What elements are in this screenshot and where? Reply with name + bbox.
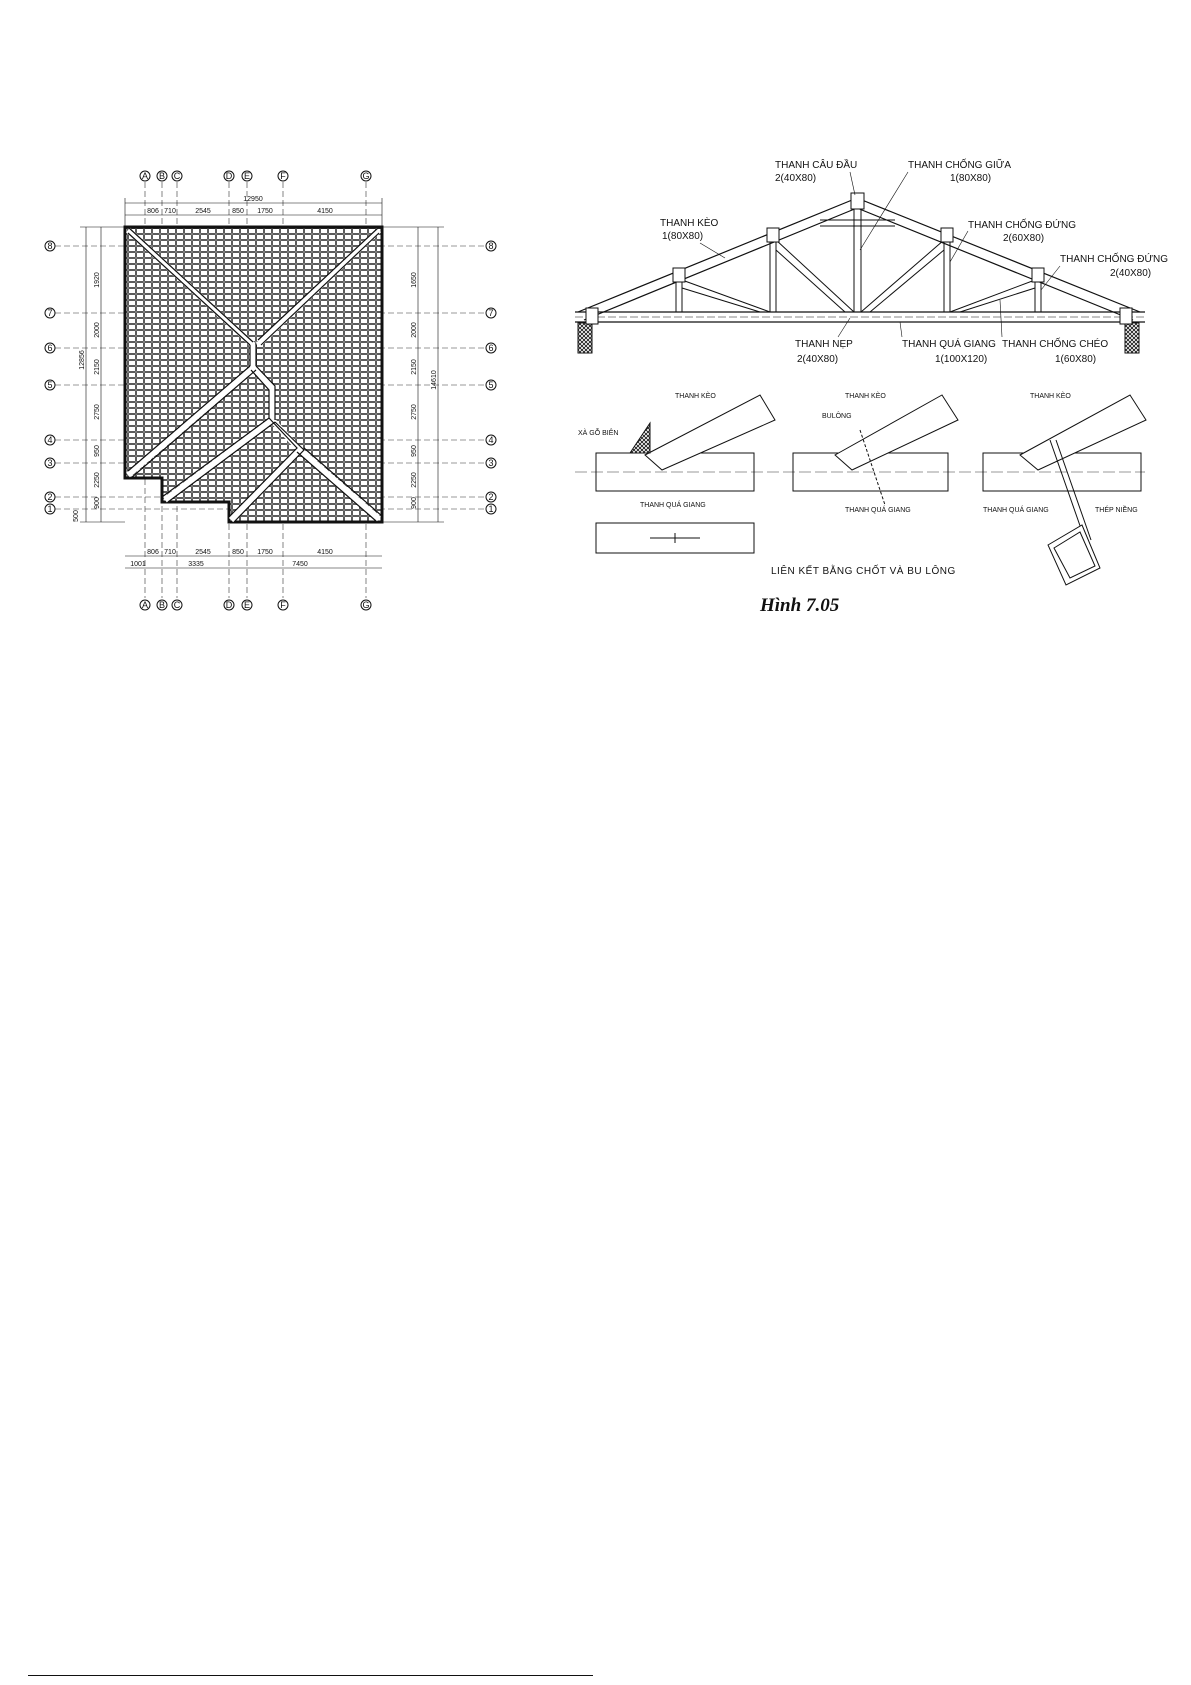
grid-g-bottom: G — [362, 600, 370, 610]
label-diagonal-strut-size: 1(60X80) — [1055, 354, 1097, 365]
detail-3-rafter-label: THANH KÈO — [1030, 393, 1071, 400]
grid-g-top: G — [362, 171, 370, 181]
grid-7-right: 7 — [488, 308, 494, 318]
detail-1 — [596, 395, 775, 553]
top-dim-4: 850 — [232, 208, 244, 215]
detail-3-tie-beam-label: THANH QUÁ GIANG — [983, 507, 1049, 514]
grid-f-bottom: F — [280, 600, 286, 610]
diagonals — [682, 240, 1035, 312]
right-grid-bubbles — [486, 241, 496, 514]
grid-4-right: 4 — [488, 435, 494, 445]
detail-1-tie-beam-label: THANH QUÁ GIANG — [640, 502, 706, 509]
label-rafter-size: 1(80X80) — [662, 231, 704, 242]
label-brace: THANH NẸP — [795, 339, 853, 350]
bottom-dim-2: 710 — [164, 549, 176, 556]
left-total-dim: 12856 — [79, 350, 86, 370]
label-vertical-strut-1: THANH CHỐNG ĐỨNG — [968, 220, 1076, 231]
detail-2 — [793, 395, 958, 505]
bottom-dim-6: 4150 — [317, 549, 333, 556]
top-dim-2: 710 — [164, 208, 176, 215]
roof-outline — [125, 227, 382, 522]
bottom-seg-1: 1001 — [130, 561, 146, 568]
top-dim-1: 806 — [147, 208, 159, 215]
bottom-grid-bubbles — [140, 600, 371, 610]
grid-5-left: 5 — [47, 380, 53, 390]
detail-3 — [983, 395, 1146, 585]
right-support — [1125, 323, 1139, 353]
detail-caption: LIÊN KẾT BẰNG CHỐT VÀ BU LÔNG — [771, 566, 956, 577]
label-diagonal-strut: THANH CHỐNG CHÉO — [1002, 339, 1109, 350]
bottom-dim-5: 1750 — [257, 549, 273, 556]
label-vertical-strut-2-size: 2(40X80) — [1110, 268, 1152, 279]
grid-3-left: 3 — [47, 458, 53, 468]
bottom-seg-2: 3335 — [188, 561, 204, 568]
bottom-dim-4: 850 — [232, 549, 244, 556]
left-dim-7: 900 — [94, 497, 101, 509]
grid-b-top: B — [158, 171, 166, 181]
top-dim-3: 2545 — [195, 208, 211, 215]
label-middle-strut: THANH CHỐNG GIỮA — [908, 160, 1011, 171]
label-top-chord-cap: THANH CÂU ĐẦU — [775, 160, 858, 171]
label-rafter: THANH KÈO — [660, 218, 719, 229]
grid-2-right: 2 — [488, 492, 494, 502]
label-vertical-strut-1-size: 2(60X80) — [1003, 233, 1045, 244]
top-total-dim: 12950 — [243, 196, 263, 203]
detail-2-tie-beam-label: THANH QUÁ GIANG — [845, 507, 911, 514]
left-dim-1: 1920 — [94, 272, 101, 288]
footer-rule — [28, 1675, 593, 1676]
grid-a-bottom: A — [141, 600, 149, 610]
roof-plan — [45, 171, 496, 610]
top-grid-bubbles — [140, 171, 371, 181]
grid-d-bottom: D — [225, 600, 233, 610]
grid-f-top: F — [280, 171, 286, 181]
grid-1-left: 1 — [47, 504, 53, 514]
right-dim-2: 2000 — [411, 322, 418, 338]
bottom-dim-3: 2545 — [195, 549, 211, 556]
grid-b-bottom: B — [158, 600, 166, 610]
grid-8-right: 8 — [488, 241, 494, 251]
label-top-chord-cap-size: 2(40X80) — [775, 173, 817, 184]
detail-2-rafter-label: THANH KÈO — [845, 393, 886, 400]
connection-details — [575, 391, 1146, 585]
grid-8-left: 8 — [47, 241, 53, 251]
right-total-dim: 14610 — [431, 370, 438, 390]
right-dim-7: 900 — [411, 497, 418, 509]
truss-elevation — [575, 157, 1168, 365]
label-vertical-strut-2: THANH CHỐNG ĐỨNG — [1060, 254, 1168, 265]
grid-c-top: C — [173, 171, 181, 181]
grid-a-top: A — [141, 171, 149, 181]
left-dim-2: 2000 — [94, 322, 101, 338]
left-support — [578, 323, 592, 353]
grid-e-top: E — [243, 171, 251, 181]
top-dim-6: 4150 — [317, 208, 333, 215]
tie-beam — [575, 312, 1145, 322]
grid-4-left: 4 — [47, 435, 53, 445]
left-dim-4: 2750 — [94, 404, 101, 420]
right-dim-5: 950 — [411, 445, 418, 457]
grid-d-top: D — [225, 171, 233, 181]
label-brace-size: 2(40X80) — [797, 354, 839, 365]
collar-tie — [820, 220, 895, 226]
right-dim-6: 2250 — [411, 472, 418, 488]
right-dim-1: 1650 — [411, 272, 418, 288]
label-tie-beam: THANH QUÁ GIANG — [902, 339, 996, 350]
left-dim-3: 2150 — [94, 359, 101, 375]
label-tie-beam-size: 1(100X120) — [935, 354, 988, 365]
grid-5-right: 5 — [488, 380, 494, 390]
joint-plates — [586, 193, 1132, 324]
detail-2-bolt-label: BULÔNG — [822, 413, 852, 420]
grid-c-bottom: C — [173, 600, 181, 610]
rafters — [578, 198, 1140, 320]
detail-1-rafter-label: THANH KÈO — [675, 393, 716, 400]
right-dim-4: 2750 — [411, 404, 418, 420]
bottom-dim-1: 806 — [147, 549, 159, 556]
grid-6-left: 6 — [47, 343, 53, 353]
grid-7-left: 7 — [47, 308, 53, 318]
detail-3-steel-strap-label: THÉP NIỀNG — [1095, 507, 1138, 514]
left-dim-5: 950 — [94, 445, 101, 457]
verticals — [676, 200, 1041, 312]
bottom-dimensions — [125, 556, 382, 568]
grid-2-left: 2 — [47, 492, 53, 502]
detail-1-wall-plate-label: XÀ GỖ BIÊN — [578, 430, 619, 437]
left-dimensions — [80, 227, 125, 522]
left-dim-6: 2250 — [94, 472, 101, 488]
grid-e-bottom: E — [243, 600, 251, 610]
top-dim-5: 1750 — [257, 208, 273, 215]
left-dim-8: 500 — [73, 510, 80, 522]
label-middle-strut-size: 1(80X80) — [950, 173, 992, 184]
grid-3-right: 3 — [488, 458, 494, 468]
grid-1-right: 1 — [488, 504, 494, 514]
left-grid-bubbles — [45, 241, 55, 514]
figure-label: Hình 7.05 — [760, 595, 840, 616]
grid-6-right: 6 — [488, 343, 494, 353]
right-dim-3: 2150 — [411, 359, 418, 375]
bottom-seg-3: 7450 — [292, 561, 308, 568]
